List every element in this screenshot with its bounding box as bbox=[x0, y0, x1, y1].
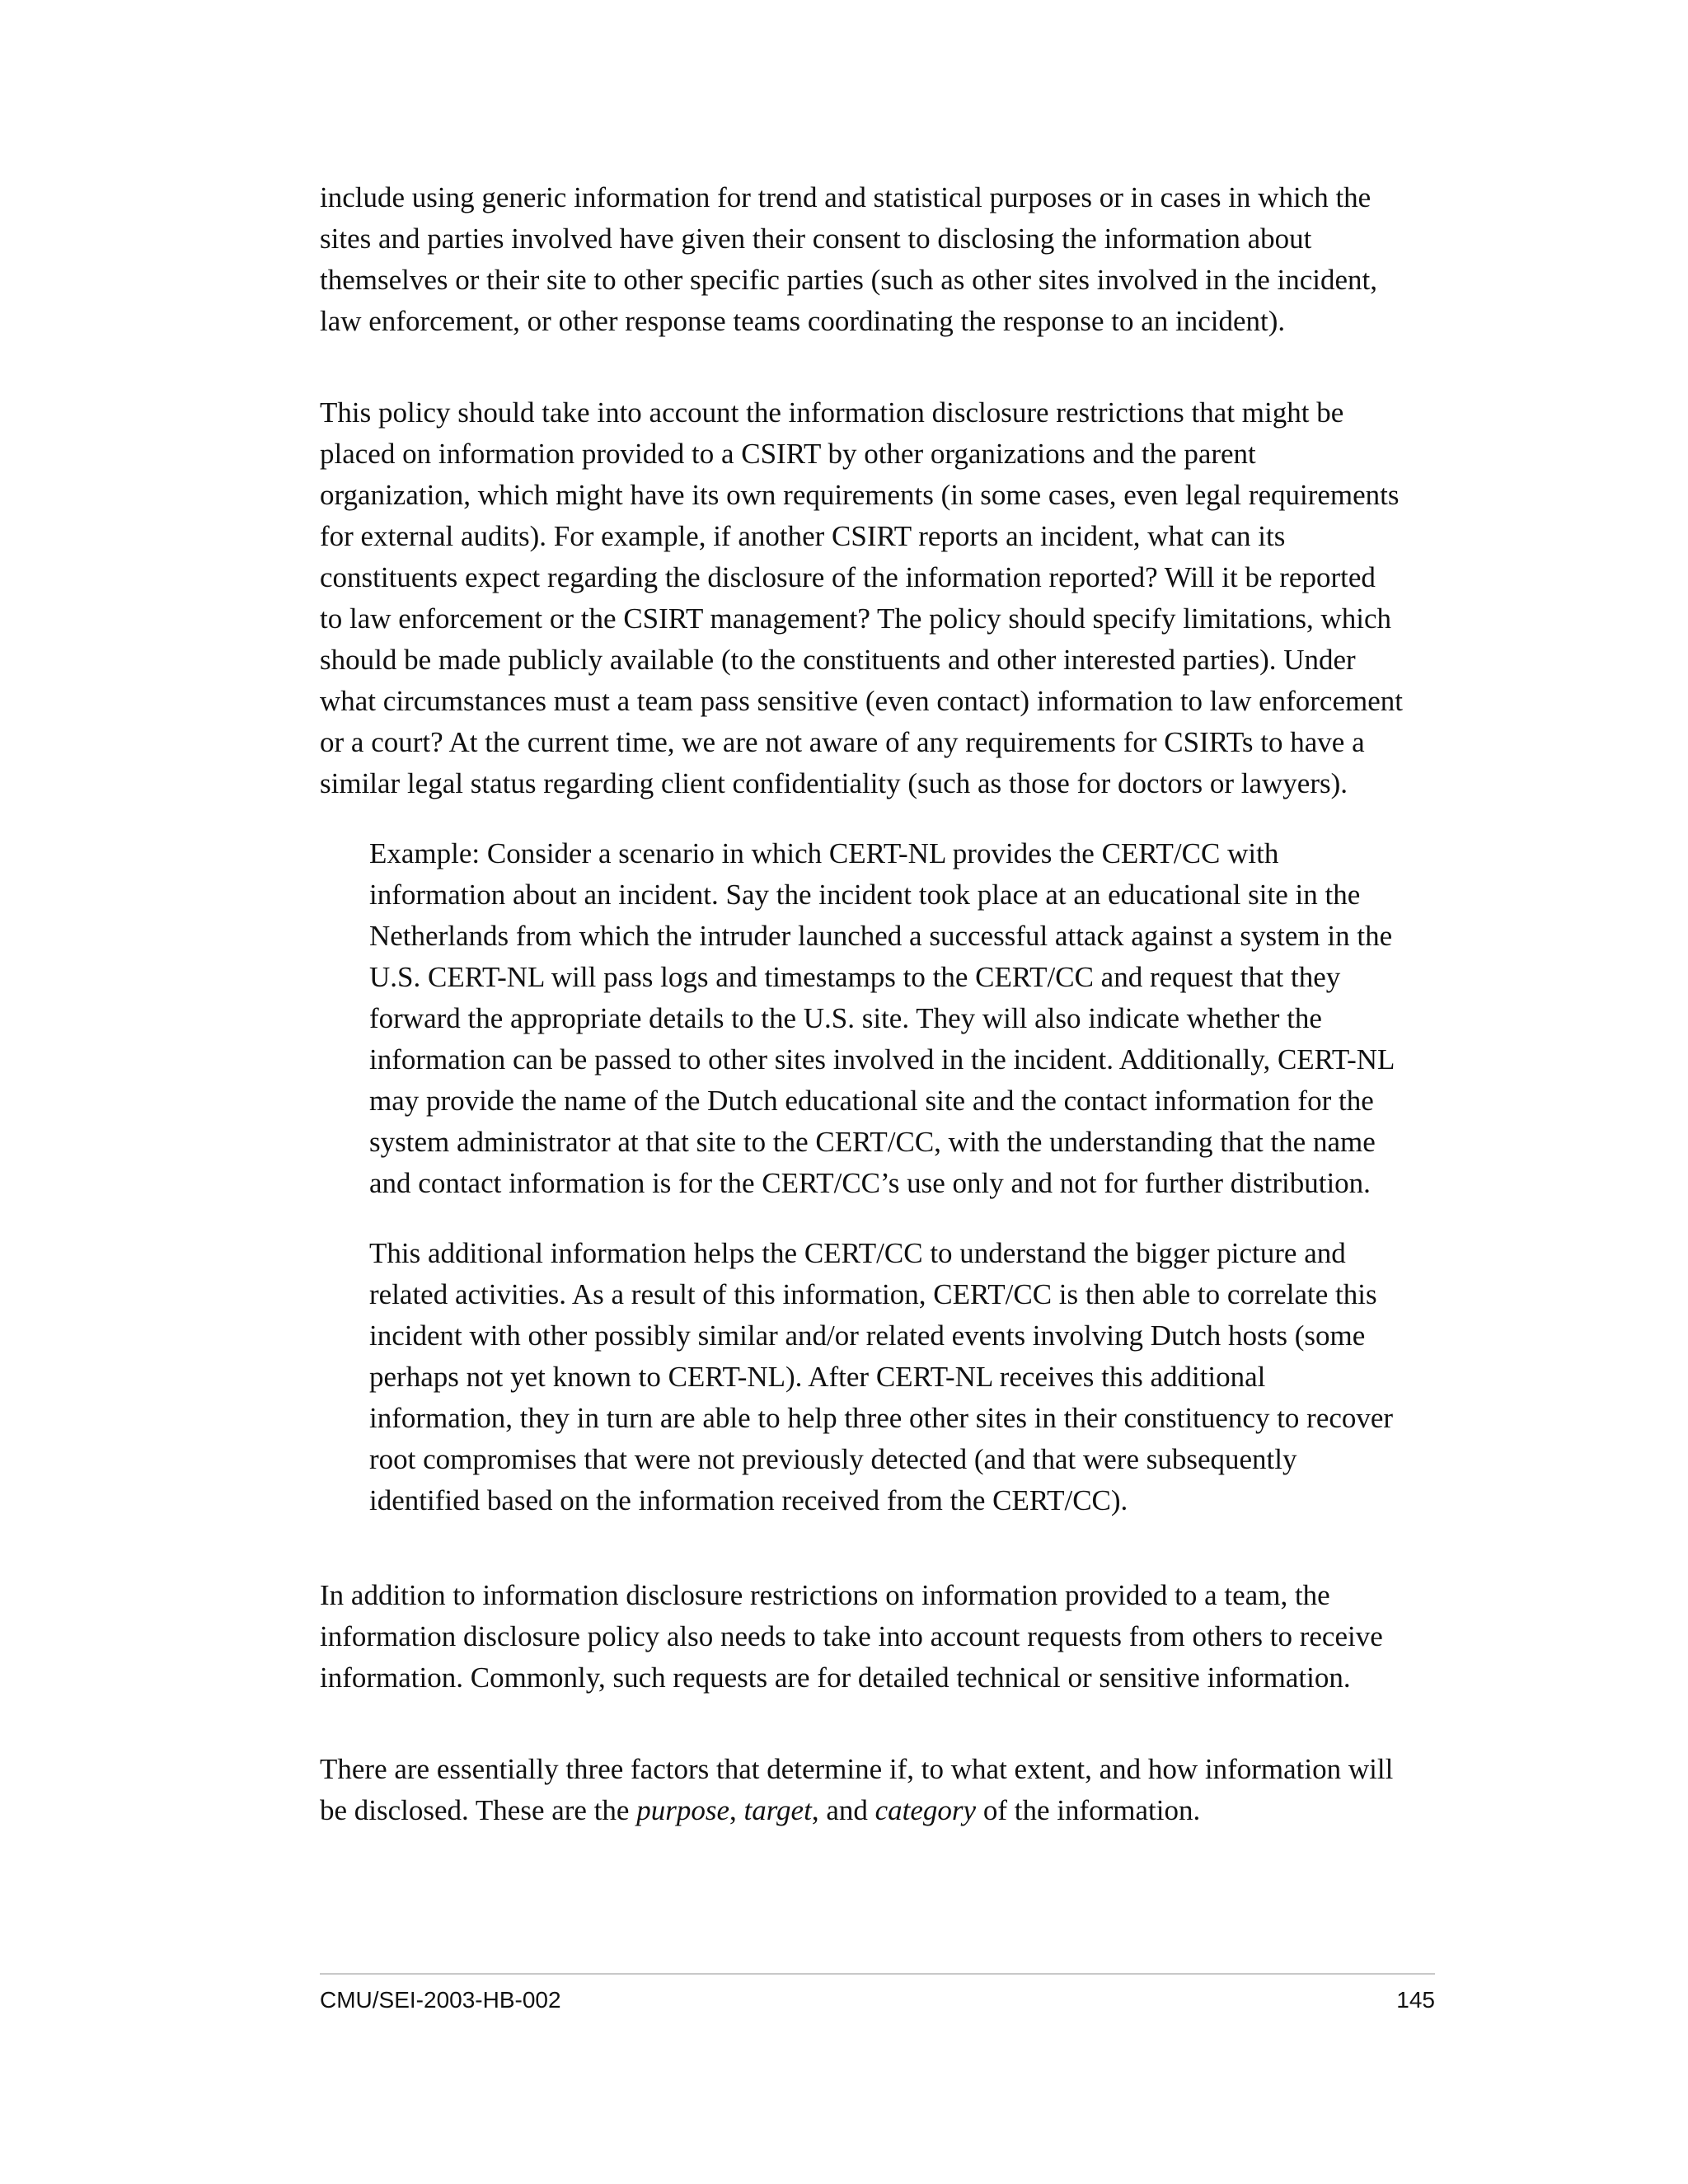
term-target: target bbox=[743, 1794, 812, 1826]
text-line: and contact information is for the CERT/CC’s use only and not for further distribution. bbox=[369, 1167, 1371, 1199]
text-line: information disclosure policy also needs to take into account requests from others to receive bbox=[320, 1620, 1383, 1652]
text-line: or a court? At the current time, we are not aware of any requirements for CSIRTs to have a bbox=[320, 726, 1365, 758]
text-line: root compromises that were not previously detected (and that were subsequently bbox=[369, 1443, 1297, 1475]
text-line: law enforcement, or other response teams coordinating the response to an incident). bbox=[320, 305, 1286, 337]
text-line: perhaps not yet known to CERT-NL). After CERT-NL receives this additional bbox=[369, 1361, 1266, 1393]
paragraph-2 bbox=[320, 392, 1449, 804]
text-line: information about an incident. Say the incident took place at an educational site in the bbox=[369, 879, 1361, 911]
text-line: for external audits). For example, if another CSIRT reports an incident, what can its bbox=[320, 520, 1286, 552]
text-fragment: , and bbox=[811, 1794, 875, 1826]
text-line bbox=[320, 1790, 1449, 1831]
text-line: information. Commonly, such requests are for detailed technical or sensitive information. bbox=[320, 1661, 1351, 1694]
text-line: include using generic information for trend and statistical purposes or in cases in which the bbox=[320, 181, 1372, 213]
text-line: incident with other possibly similar and/or related events involving Dutch hosts (some bbox=[369, 1319, 1366, 1352]
text-line: U.S. CERT-NL will pass logs and timestamps to the CERT/CC and request that they bbox=[369, 961, 1341, 993]
text-line: identified based on the information received from the CERT/CC). bbox=[369, 1484, 1128, 1516]
paragraph-1 bbox=[320, 177, 1449, 342]
text-line: placed on information provided to a CSIRT by other organizations and the parent bbox=[320, 438, 1256, 470]
text-fragment: , bbox=[729, 1794, 744, 1826]
text-line: related activities. As a result of this information, CERT/CC is then able to correlate this bbox=[369, 1278, 1377, 1310]
text-line: information can be passed to other sites involved in the incident. Additionally, CERT-NL bbox=[369, 1043, 1395, 1076]
text-fragment: be disclosed. These are the bbox=[320, 1794, 637, 1826]
text-line: system administrator at that site to the CERT/CC, with the understanding that the name bbox=[369, 1126, 1376, 1158]
text-line: This additional information helps the CERT/CC to understand the bigger picture and bbox=[369, 1237, 1346, 1269]
text-line: to law enforcement or the CSIRT management? The policy should specify limitations, which bbox=[320, 602, 1392, 635]
footer-doc-id: CMU/SEI-2003-HB-002 bbox=[320, 1987, 561, 2013]
text-line: constituents expect regarding the disclosure of the information reported? Will it be reported bbox=[320, 561, 1376, 593]
text-line: Netherlands from which the intruder launched a successful attack against a system in the bbox=[369, 920, 1393, 952]
text-line: may provide the name of the Dutch educational site and the contact information for the bbox=[369, 1085, 1374, 1117]
text-line: forward the appropriate details to the U.S. site. They will also indicate whether the bbox=[369, 1002, 1322, 1034]
text-line: similar legal status regarding client confidentiality (such as those for doctors or lawyers). bbox=[320, 767, 1348, 799]
text-line: what circumstances must a team pass sensitive (even contact) information to law enforcement bbox=[320, 685, 1403, 717]
text-line: In addition to information disclosure restrictions on information provided to a team, the bbox=[320, 1579, 1330, 1611]
example-block-1 bbox=[369, 833, 1441, 1204]
text-line: sites and parties involved have given their consent to disclosing the information about bbox=[320, 223, 1312, 255]
text-line: There are essentially three factors that determine if, to what extent, and how information will bbox=[320, 1753, 1394, 1785]
text-line: This policy should take into account the information disclosure restrictions that might be bbox=[320, 396, 1344, 429]
page-number: 145 bbox=[1396, 1987, 1435, 2013]
term-category: category bbox=[874, 1794, 977, 1826]
text-line: should be made publicly available (to the constituents and other interested parties). Under bbox=[320, 644, 1356, 676]
footer-divider bbox=[320, 1973, 1435, 1975]
text-line: Example: Consider a scenario in which CERT-NL provides the CERT/CC with bbox=[369, 837, 1279, 869]
text-fragment: of the information. bbox=[976, 1794, 1201, 1826]
example-block-2 bbox=[369, 1233, 1441, 1521]
paragraph-3 bbox=[320, 1575, 1449, 1699]
term-purpose: purpose bbox=[636, 1794, 729, 1826]
text-line: themselves or their site to other specific parties (such as other sites involved in the incident, bbox=[320, 264, 1377, 296]
paragraph-4 bbox=[320, 1749, 1449, 1831]
text-line: information, they in turn are able to help three other sites in their constituency to recover bbox=[369, 1402, 1394, 1434]
text-line: organization, which might have its own requirements (in some cases, even legal requirements bbox=[320, 479, 1400, 511]
